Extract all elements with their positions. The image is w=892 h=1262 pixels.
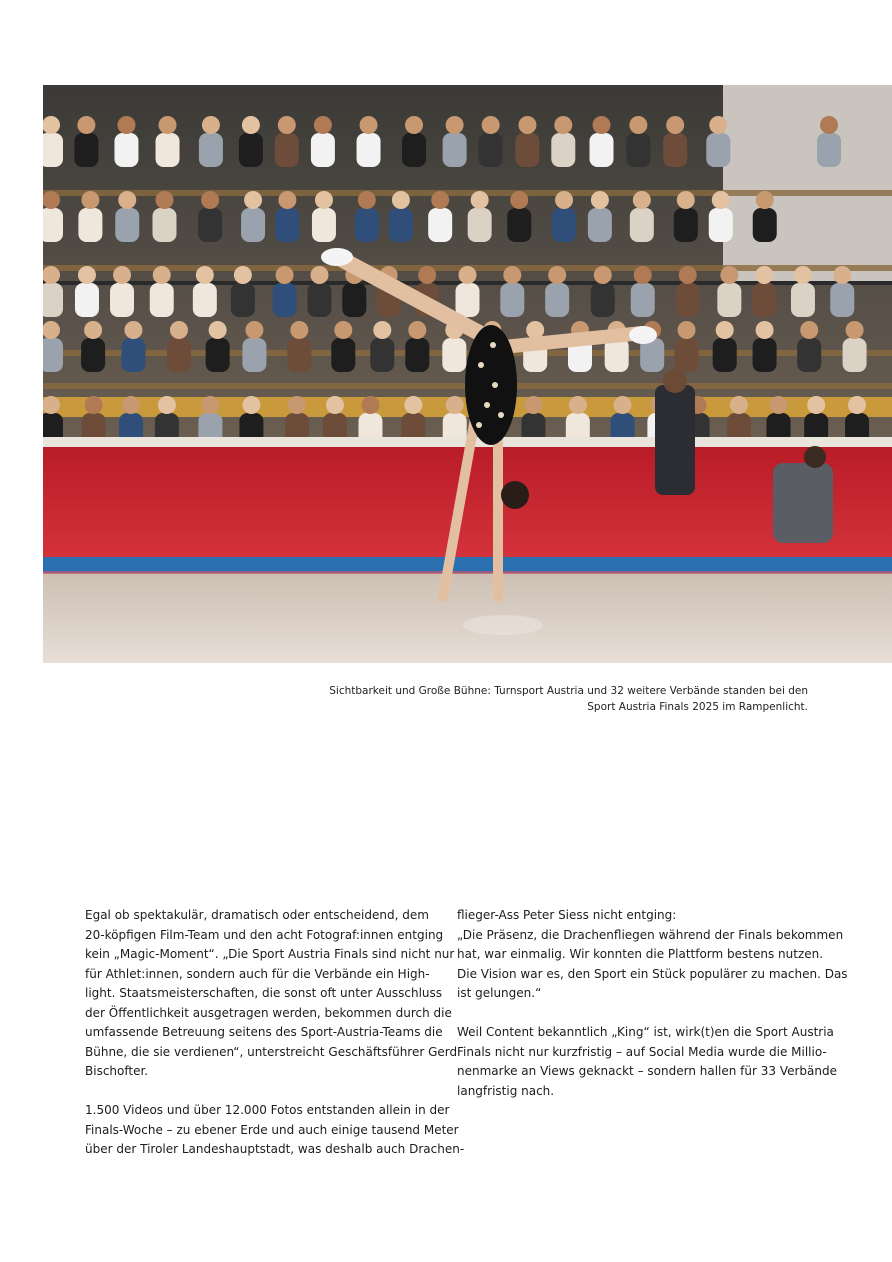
- spectator: [675, 338, 699, 372]
- spectator: [287, 338, 311, 372]
- spectator: [709, 208, 733, 242]
- spectator-head: [503, 266, 521, 284]
- spectator-head: [360, 116, 378, 134]
- spectator: [717, 283, 741, 317]
- text-line: „Die Präsenz, die Drachenfliegen während der Finals bekommen: [457, 927, 844, 942]
- spectator-head: [418, 266, 436, 284]
- spectator-head: [244, 191, 262, 209]
- spectator-head: [373, 321, 391, 339]
- spectator: [167, 338, 191, 372]
- spectator-head: [405, 116, 423, 134]
- spectator: [150, 283, 174, 317]
- spectator-head: [524, 396, 542, 414]
- paragraph-gap: [457, 1004, 817, 1024]
- spectator-head: [459, 266, 477, 284]
- spectator-head: [276, 266, 294, 284]
- text-line: Finals-Woche – zu ebener Erde und auch einige tausend Meter: [85, 1122, 459, 1137]
- spectator: [193, 283, 217, 317]
- spectator: [552, 208, 576, 242]
- spectator-head: [555, 191, 573, 209]
- spectator: [588, 208, 612, 242]
- spectator-head: [833, 266, 851, 284]
- spectator: [241, 208, 265, 242]
- spectator: [231, 283, 255, 317]
- text-line: light. Staatsmeisterschaften, die sonst oft unter Ausschluss: [85, 986, 443, 1000]
- spectator-head: [290, 321, 308, 339]
- spectator: [631, 283, 655, 317]
- spectator: [389, 208, 413, 242]
- spectator: [312, 208, 336, 242]
- spectator: [152, 208, 176, 242]
- spectator-head: [78, 266, 96, 284]
- spectator-head: [755, 266, 773, 284]
- spectator-head: [113, 266, 131, 284]
- spectator: [676, 283, 700, 317]
- spectator-head: [482, 116, 500, 134]
- spectator-head: [446, 116, 464, 134]
- spectator: [752, 283, 776, 317]
- text-line: über der Tiroler Landeshauptstadt, was deshalb auch Drachen-: [85, 1142, 465, 1156]
- text-line: der Öffentlichkeit ausgetragen werden, bekommen durch die: [85, 1005, 452, 1020]
- spectator: [43, 283, 63, 317]
- paragraph-gap: [85, 1082, 445, 1102]
- spectator-head: [629, 116, 647, 134]
- spectator-head: [679, 266, 697, 284]
- spectator: [843, 338, 867, 372]
- text-line: für Athlet:innen, sondern auch für die Verbände ein High-: [85, 966, 430, 981]
- spectator-head: [677, 191, 695, 209]
- spectator-head: [404, 396, 422, 414]
- spectator: [275, 133, 299, 167]
- spectator-head: [155, 191, 173, 209]
- text-line: nenmarke an Views geknackt – sondern hallen für 33 Verbände: [457, 1064, 837, 1078]
- text-line: 1.500 Videos und über 12.000 Fotos entstanden allein in der: [85, 1103, 450, 1117]
- spectator-head: [334, 321, 352, 339]
- spectator: [115, 208, 139, 242]
- text-line: Bühne, die sie verdienen“, unterstreicht Geschäftsführer Gerd: [85, 1044, 458, 1059]
- spectator: [713, 338, 737, 372]
- spectator-head: [392, 191, 410, 209]
- spectator: [311, 133, 335, 167]
- spectator-head: [678, 321, 696, 339]
- spectator: [507, 208, 531, 242]
- spectator-head: [769, 396, 787, 414]
- spectator-head: [756, 321, 774, 339]
- spectator-head: [84, 321, 102, 339]
- spectator: [273, 283, 297, 317]
- spectator-head: [196, 266, 214, 284]
- spectator: [239, 133, 263, 167]
- spectator: [589, 133, 613, 167]
- spectator-head: [510, 191, 528, 209]
- spectator: [370, 338, 394, 372]
- spectator: [674, 208, 698, 242]
- spectator-head: [709, 116, 727, 134]
- spectator-head: [633, 191, 651, 209]
- spectator: [515, 133, 539, 167]
- caption-line: Sichtbarkeit und Große Bühne: Turnsport Austria und 32 weitere Verbände standen bei den: [329, 685, 808, 697]
- spectator: [630, 208, 654, 242]
- spectator-head: [242, 396, 260, 414]
- text-line: flieger-Ass Peter Siess nicht entging:: [457, 908, 677, 922]
- spectator: [500, 283, 524, 317]
- spectator-head: [122, 396, 140, 414]
- right-text-column: [457, 906, 848, 1101]
- spectator-head: [361, 396, 379, 414]
- spectator: [545, 283, 569, 317]
- spectator: [242, 338, 266, 372]
- spectator-head: [158, 396, 176, 414]
- spectator: [402, 133, 426, 167]
- spectator-head: [613, 396, 631, 414]
- text-line: kein „Magic-Moment“. „Die Sport Austria Finals sind nicht nur: [85, 947, 455, 961]
- spectator-head: [591, 191, 609, 209]
- spectator: [74, 133, 98, 167]
- spectator: [43, 133, 63, 167]
- spectator-head: [242, 116, 260, 134]
- spectator: [198, 208, 222, 242]
- spectator-head: [756, 191, 774, 209]
- text-line: Finals nicht nur kurzfristig – auf Social Media wurde die Millio-: [457, 1044, 827, 1059]
- spectator-head: [846, 321, 864, 339]
- spectator-head: [554, 116, 572, 134]
- text-line: 20-köpfigen Film-Team und den acht Fotograf:innen entging: [85, 927, 444, 942]
- spectator-head: [201, 396, 219, 414]
- spectator: [443, 133, 467, 167]
- spectator-head: [408, 321, 426, 339]
- spectator: [331, 338, 355, 372]
- spectator-head: [81, 191, 99, 209]
- text-line: hat, war einmalig. Wir konnten die Plattform bestens nutzen.: [457, 947, 824, 961]
- spectator-head: [848, 396, 866, 414]
- spectator-head: [592, 116, 610, 134]
- spectator: [468, 208, 492, 242]
- spectator: [75, 283, 99, 317]
- spectator-head: [518, 116, 536, 134]
- text-line: Die Vision war es, den Sport ein Stück populärer zu machen. Das: [457, 966, 848, 981]
- spectator-head: [234, 266, 252, 284]
- spectator-head: [820, 116, 838, 134]
- spectator: [479, 133, 503, 167]
- spectator: [663, 133, 687, 167]
- left-text-column: [85, 906, 465, 1160]
- spectator: [43, 338, 63, 372]
- spectator: [753, 208, 777, 242]
- spectator: [43, 208, 63, 242]
- text-line: umfassende Betreuung seitens des Sport-Austria-Teams die: [85, 1025, 443, 1039]
- spectator-head: [358, 191, 376, 209]
- spectator-head: [202, 116, 220, 134]
- spectator: [817, 133, 841, 167]
- spectator-head: [85, 396, 103, 414]
- spectator-head: [117, 116, 135, 134]
- gymnastics-photo: [43, 85, 892, 663]
- spectator: [442, 338, 466, 372]
- spectator-head: [807, 396, 825, 414]
- spectator-head: [77, 116, 95, 134]
- spectator-head: [159, 116, 177, 134]
- spectator: [114, 133, 138, 167]
- spectator: [110, 283, 134, 317]
- spectator: [791, 283, 815, 317]
- text-line: langfristig nach.: [457, 1083, 555, 1098]
- spectator: [156, 133, 180, 167]
- spectator: [275, 208, 299, 242]
- spectator-head: [326, 396, 344, 414]
- spectator: [428, 208, 452, 242]
- spectator-head: [245, 321, 263, 339]
- spectator-head: [446, 396, 464, 414]
- text-line: Weil Content bekanntlich „King“ ist, wirk(t)en die Sport Austria: [457, 1025, 834, 1039]
- spectator: [706, 133, 730, 167]
- spectator-head: [730, 396, 748, 414]
- spectator-head: [201, 191, 219, 209]
- spectator: [753, 338, 777, 372]
- spectator-head: [278, 116, 296, 134]
- spectator-head: [431, 191, 449, 209]
- spectator: [797, 338, 821, 372]
- spectator-head: [153, 266, 171, 284]
- spectator-head: [794, 266, 812, 284]
- spectator: [342, 283, 366, 317]
- caption-line: Sport Austria Finals 2025 im Rampenlicht.: [587, 701, 808, 713]
- spectator-head: [548, 266, 566, 284]
- spectator: [78, 208, 102, 242]
- spectator-head: [314, 116, 332, 134]
- spectator: [551, 133, 575, 167]
- spectator-head: [634, 266, 652, 284]
- spectator: [206, 338, 230, 372]
- spectator: [456, 283, 480, 317]
- spectator-head: [712, 191, 730, 209]
- spectator: [307, 283, 331, 317]
- spectator-head: [310, 266, 328, 284]
- spectator-head: [471, 191, 489, 209]
- spectator-head: [278, 191, 296, 209]
- spectator-head: [716, 321, 734, 339]
- text-line: Egal ob spektakulär, dramatisch oder entscheidend, dem: [85, 908, 429, 922]
- spectator: [626, 133, 650, 167]
- spectator: [81, 338, 105, 372]
- spectator: [830, 283, 854, 317]
- spectator: [355, 208, 379, 242]
- spectator-head: [315, 191, 333, 209]
- spectator-head: [666, 116, 684, 134]
- spectator-head: [124, 321, 142, 339]
- spectator-head: [170, 321, 188, 339]
- spectator-head: [118, 191, 136, 209]
- spectator-head: [720, 266, 738, 284]
- spectator-head: [800, 321, 818, 339]
- spectator-head: [209, 321, 227, 339]
- spectator: [121, 338, 145, 372]
- spectator-head: [594, 266, 612, 284]
- spectator: [357, 133, 381, 167]
- spectator: [199, 133, 223, 167]
- text-line: ist gelungen.“: [457, 986, 542, 1000]
- spectator-head: [288, 396, 306, 414]
- spectator: [405, 338, 429, 372]
- photo-caption: [300, 683, 808, 715]
- spectator-head: [569, 396, 587, 414]
- text-line: Bischofter.: [85, 1064, 149, 1078]
- spectator: [591, 283, 615, 317]
